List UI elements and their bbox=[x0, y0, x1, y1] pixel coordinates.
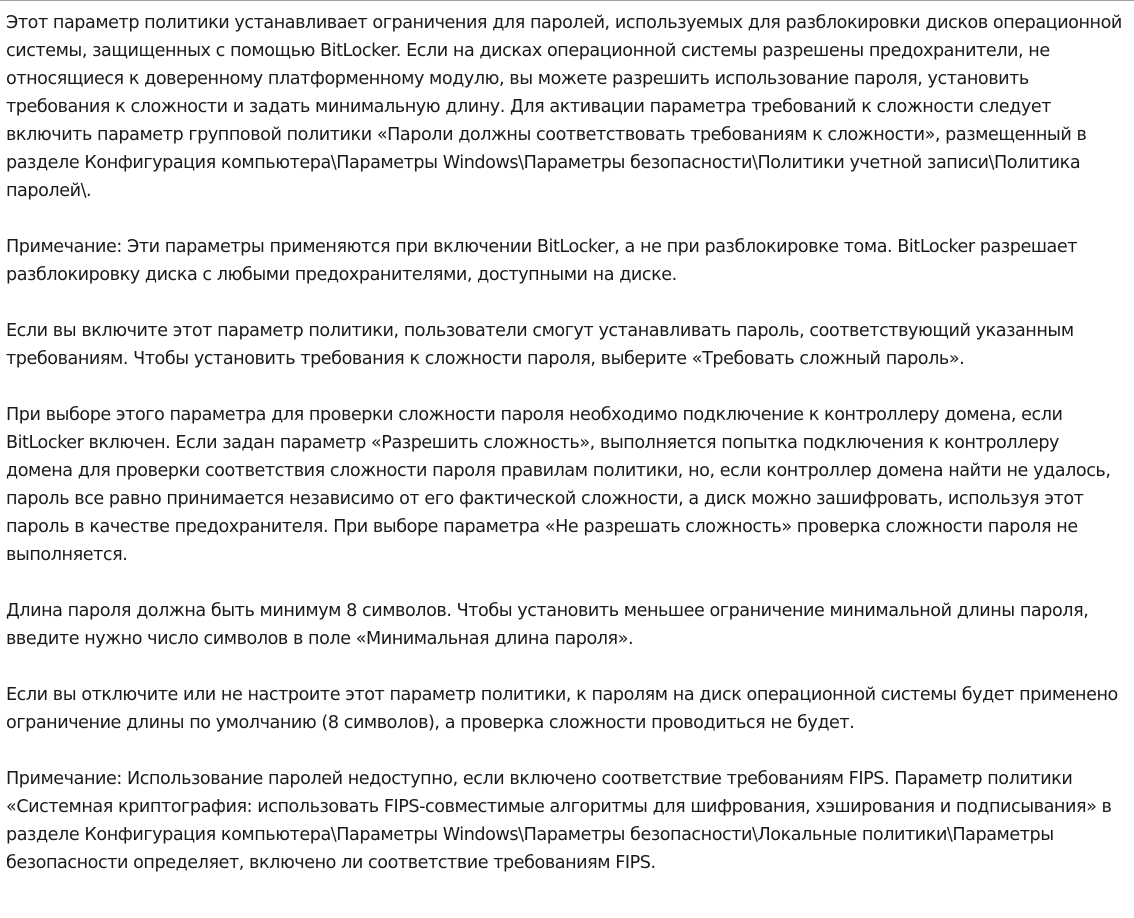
policy-help-text bbox=[6, 9, 1130, 877]
help-paragraph-enabled: Если вы включите этот параметр политики, пользователи смогут устанавливать пароль, соответствующий указанным требованиям. Чтобы установить требования к сложности пароля, выберите «Требовать сложный пароль». bbox=[6, 321, 1074, 369]
help-paragraph-complexity: При выборе этого параметра для проверки сложности пароля необходимо подключение к контроллеру домена, если BitLocker включен. Если задан параметр «Разрешить сложность», выполняется попытка подключения к контроллеру домена для проверки соответствия сложности пароля правилам политики, но, если контроллер домена найти не удалось, пароль все равно принимается независимо от его фактической сложности, а диск можно зашифровать, используя этот пароль в качестве предохранителя. При выборе параметра «Не разрешать сложность» проверка сложности пароля не выполняется. bbox=[6, 405, 1111, 565]
help-paragraph-min-length: Длина пароля должна быть минимум 8 символов. Чтобы установить меньшее ограничение минимальной длины пароля, введите нужно число символов в поле «Минимальная длина пароля». bbox=[6, 601, 1089, 649]
help-paragraph-note-unlock: Примечание: Эти параметры применяются при включении BitLocker, а не при разблокировке тома. BitLocker разрешает разблокировку диска с любыми предохранителями, доступными на диске. bbox=[6, 237, 1078, 285]
help-paragraph-disabled: Если вы отключите или не настроите этот параметр политики, к паролям на диск операционной системы будет применено ограничение длины по умолчанию (8 символов), а проверка сложности проводиться не будет. bbox=[6, 685, 1118, 733]
help-paragraph-intro: Этот параметр политики устанавливает ограничения для паролей, используемых для разблокировки дисков операционной системы, защищенных с помощью BitLocker. Если на дисках операционной системы разрешены предохранители, не относящиеся к доверенному платформенному модулю, вы можете разрешить использование пароля, установить требования к сложности и задать минимальную длину. Для активации параметра требований к сложности следует включить параметр групповой политики «Пароли должны соответствовать требованиям к сложности», размещенный в разделе Конфигурация компьютера\Параметры Windows\Параметры безопасности\Политики учетной записи\Политика паролей\. bbox=[6, 13, 1122, 201]
help-paragraph-note-fips: Примечание: Использование паролей недоступно, если включено соответствие требованиям FIPS. Параметр политики «Системная криптография: использовать FIPS-совместимые алгоритмы для шифрования, хэширования и подписывания» в разделе Конфигурация компьютера\Параметры Windows\Параметры безопасности\Локальные политики\Параметры безопасности определяет, включено ли соответствие требованиям FIPS. bbox=[6, 769, 1112, 873]
